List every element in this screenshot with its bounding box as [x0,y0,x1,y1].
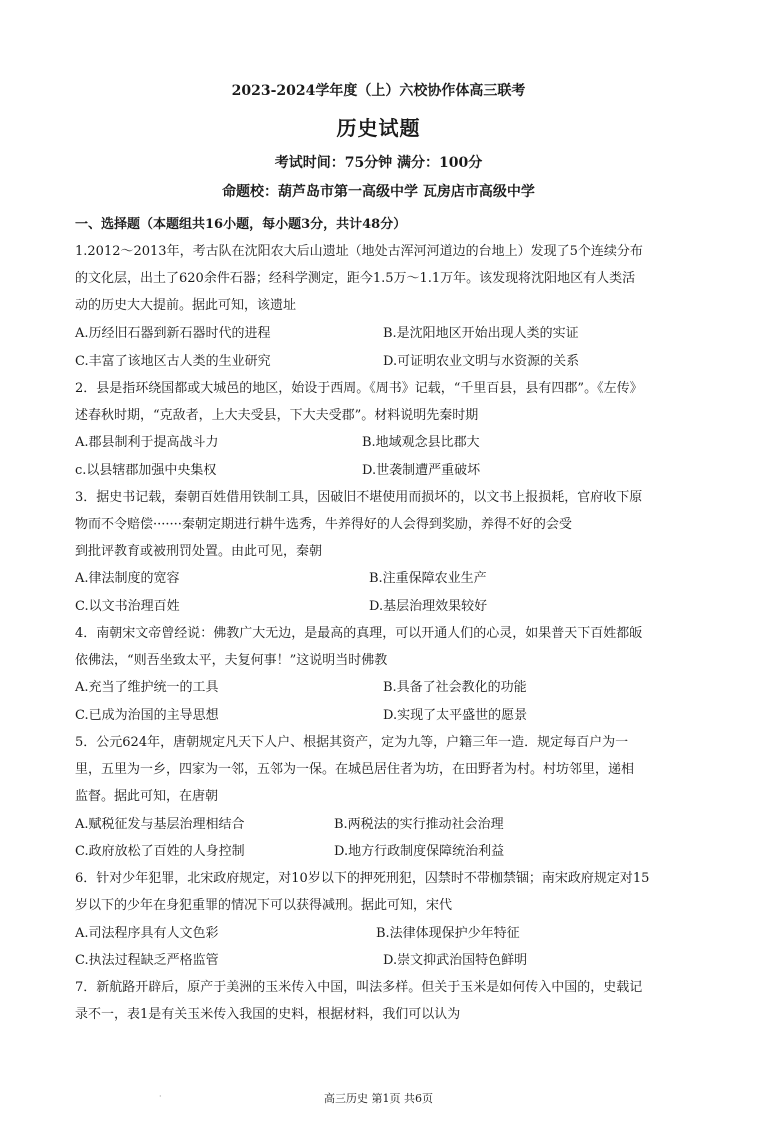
question-6-line-1: 6．针对少年犯罪，北宋政府规定，对10岁以下的押死刑犯，囚禁时不带枷禁锢；南宋政府规定对15 [75,871,650,886]
question-3-option-c: C.以文书治理百姓 [75,599,180,614]
subject-title: 历史试题 [336,116,421,140]
question-3-option-b: B.注重保障农业生产 [369,571,487,586]
question-3-line-2: 物而不令赔偿·······秦朝定期进行耕牛选秀，牛养得好的人会得到奖励，养得不好的会受 [75,517,572,532]
question-3-line-3: 到批评教育或被刑罚处置。由此可见，秦朝 [75,544,323,559]
question-6-option-c: C.执法过程缺乏严格监管 [75,953,219,968]
question-3-line-1: 3．据史书记载，秦朝百姓借用铁制工具，因破旧不堪使用而损坏的，以文书上报损耗，官府收下原 [75,490,643,505]
question-2-option-b: B.地域观念县比郡大 [362,435,480,450]
question-4-option-d: D.实现了太平盛世的愿景 [383,708,528,723]
question-3-option-d: D.基层治理效果较好 [369,599,488,614]
question-4-option-b: B.具备了社会教化的功能 [383,680,527,695]
question-1-line-2: 的文化层，出土了620余件石器；经科学测定，距今1.5万～1.1万年。该发现将沈阳地区有人类活 [75,271,636,286]
question-5-option-c: C.政府放松了百姓的人身控制 [75,844,245,859]
question-5-option-b: B.两税法的实行推动社会治理 [334,817,504,832]
page-footer: 高三历史 第1页 共6页 [324,1092,433,1105]
question-5-option-a: A.赋税征发与基层治理相结合 [75,817,245,832]
question-3-option-a: A.律法制度的宽容 [75,571,180,586]
question-1-line-1: 1.2012～2013年，考古队在沈阳农大后山遗址（地处古浑河河道边的台地上）发现了5个连续分布 [75,244,643,259]
question-6-line-2: 岁以下的少年在身犯重罪的情况下可以获得减刑。据此可知，宋代 [75,898,453,913]
question-4-option-a: A.充当了维护统一的工具 [75,680,219,695]
exam-time-info: 考试时间：75分钟 满分：100分 [274,155,483,171]
section-heading: 一、选择题（本题组共16小题，每小题3分，共计48分） [75,217,407,232]
question-5-line-3: 监督。据此可知，在唐朝 [75,789,219,804]
question-2-line-2: 述春秋时期，“克敌者，上大夫受县，下大夫受郡”。材料说明先秦时期 [75,408,479,423]
question-7-line-1: 7．新航路开辟后，原产于美洲的玉米传入中国，叫法多样。但关于玉米是如何传入中国的，史载记 [75,980,643,995]
question-5-line-2: 里，五里为一乡，四家为一邻，五邻为一保。在城邑居住者为坊，在田野者为村。村坊邻里，递相 [75,762,635,777]
question-7-line-2: 录不一，表1是有关玉米传入我国的史料，根据材料，我们可以认为 [75,1007,461,1022]
question-2-option-d: D.世袭制遭严重破坏 [362,463,481,478]
question-4-line-2: 依佛法，“则吾坐致太平，夫复何事！”这说明当时佛教 [75,653,388,668]
question-1-option-c: C.丰富了该地区古人类的生业研究 [75,354,271,369]
question-5-line-1: 5．公元624年，唐朝规定凡天下人户、根据其资产，定为九等，户籍三年一造．规定每百户为一 [75,735,629,750]
exam-title: 2023-2024学年度（上）六校协作体高三联考 [231,83,526,99]
question-1-option-a: A.历经旧石器到新石器时代的进程 [75,326,271,341]
question-4-option-c: C.已成为治国的主导思想 [75,708,219,723]
question-6-option-a: A.司法程序具有人文色彩 [75,926,219,941]
question-2-option-c: c.以县辖郡加强中央集权 [75,463,217,478]
question-6-option-b: B.法律体现保护少年特征 [376,926,520,941]
question-2-option-a: A.郡县制利于提高战斗力 [75,435,219,450]
question-5-option-d: D.地方行政制度保障统治利益 [334,844,505,859]
question-4-line-1: 4．南朝宋文帝曾经说：佛教广大无边，是最高的真理，可以开通人们的心灵，如果普天下百姓都皈 [75,626,643,641]
question-6-option-d: D.崇文抑武治国特色鲜明 [383,953,528,968]
question-1-option-d: D.可证明农业文明与水资源的关系 [383,354,580,369]
setter-schools: 命题校：葫芦岛市第一高级中学 瓦房店市高级中学 [222,184,535,200]
question-2-line-1: 2．县是指环绕国都或大城邑的地区，始设于西周。《周书》记载，“千里百县，县有四郡”。《左传》 [75,381,643,396]
question-1-line-3: 动的历史大大提前。据此可知，该遗址 [75,298,297,313]
scan-dot-mark: · [159,1092,162,1101]
question-1-option-b: B.是沈阳地区开始出现人类的实证 [383,326,579,341]
